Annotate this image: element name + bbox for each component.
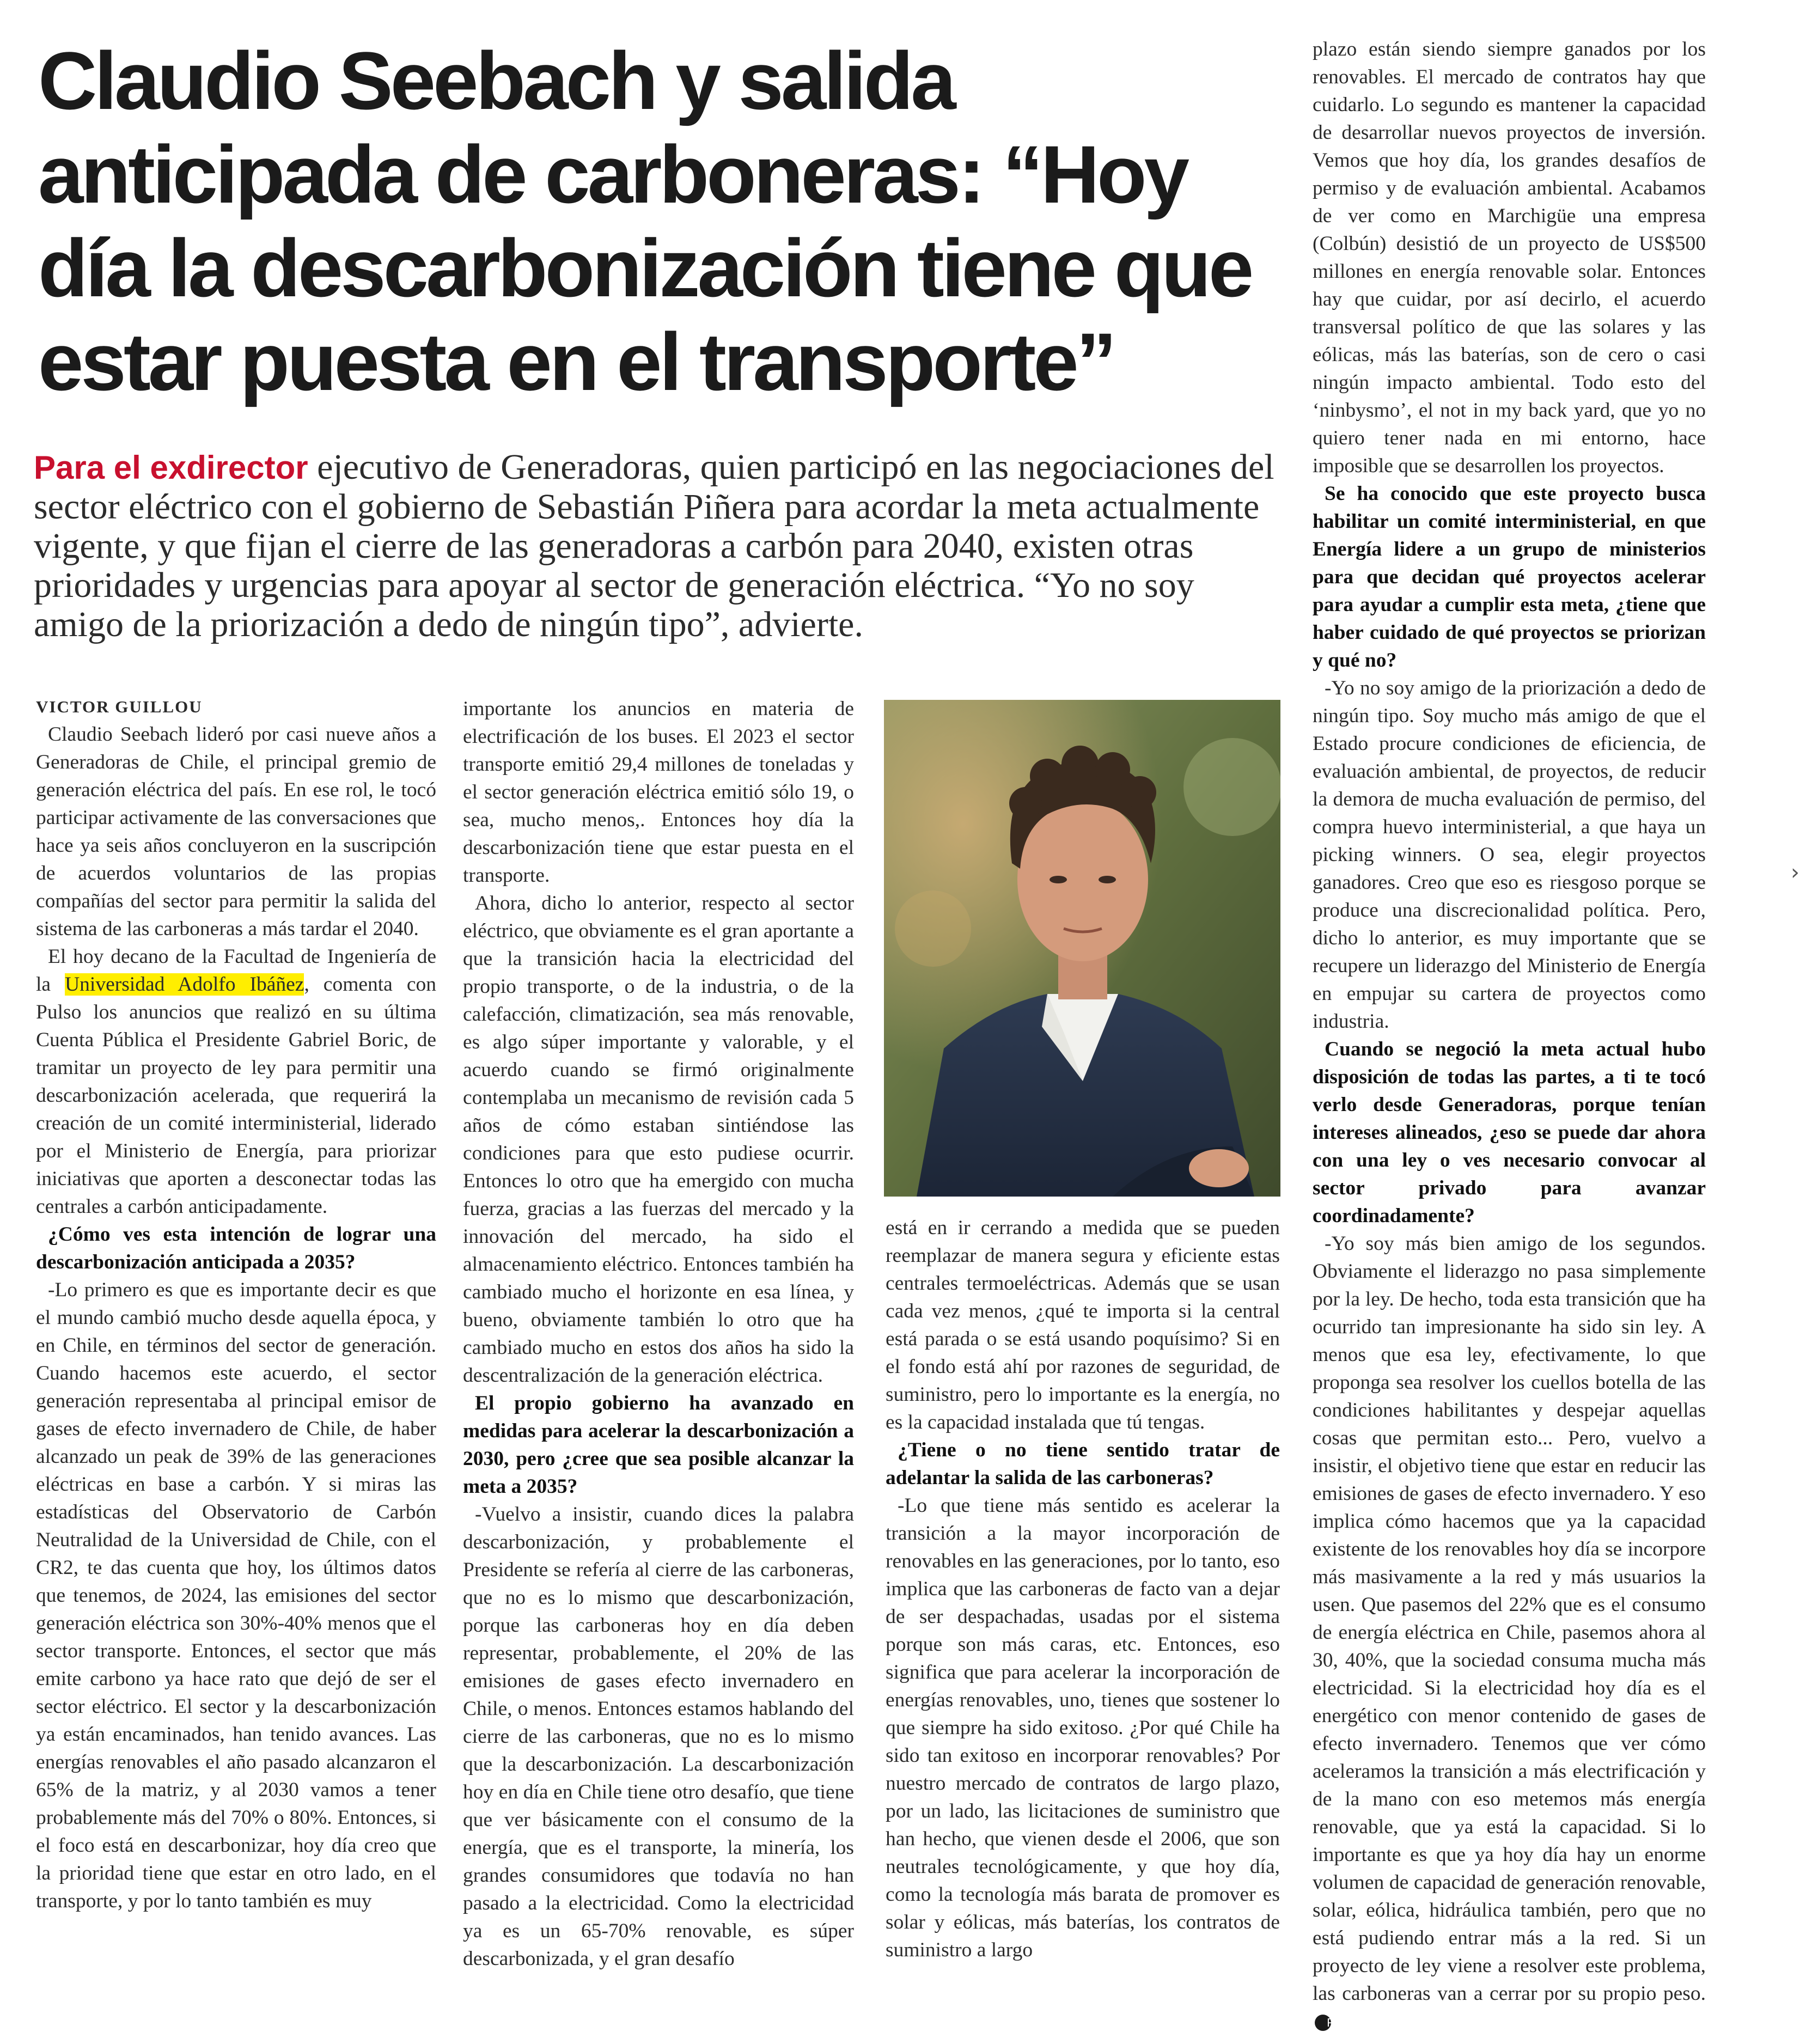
deck-lead: Para el exdirector — [34, 449, 308, 486]
column-1 — [36, 693, 436, 1915]
column-2 — [463, 695, 854, 1973]
portrait-photo — [884, 700, 1280, 1197]
byline: VICTOR GUILLOU — [36, 697, 203, 716]
paragraph: importante los anuncios en materia de electrificación de los buses. El 2023 el sector transporte emitió 29,4 millones de toneladas y el sector generación eléctrica emitió sólo 19, o sea, mucho menos,. Entonces hoy día la descarbonización tiene que estar puesta en el transporte. — [463, 698, 854, 887]
article-deck — [34, 448, 1292, 644]
interview-question: Cuando se negoció la meta actual hubo disposición de todas las partes, a ti te tocó verlo desde Generadoras, porque tenían intereses alineados, ¿eso se puede dar ahora con una ley o ves necesario convocar al sector privado para avanzar coordinadamente? — [1313, 1038, 1706, 1227]
paragraph: Ahora, dicho lo anterior, respecto al sector eléctrico, que obviamente es el gran aportante a que la transición hacia la electricidad del propio transporte, o de la industria, o de la calefacción, climatización, sea más renovable, es algo súper importante y valorable, y el acuerdo cuando se firmó originalmente contemplaba un mecanismo de revisión cada 5 años de cómo estaban sintiéndose las condiciones para que esto pudiese ocurrir. Entonces lo otro que ha emergido con mucha fuerza, gracias a las fuerzas del mercado y la innovación del mercado, ha sido el almacenamiento eléctrico. Entonces también ha cambiado mucho el horizonte en esa línea, y bueno, obviamente también lo otro que ha cambiado mucho en estos dos años ha sido la descentralización de la generación eléctrica. — [463, 892, 854, 1387]
article-headline: Claudio Seebach y salida anticipada de carboneras: “Hoy día la descarbonización tiene que estar puesta en el transporte” — [38, 35, 1252, 407]
paragraph-text: , comenta con Pulso los anuncios que realizó en su última Cuenta Pública el Presidente Gabriel Boric, de tramitar un proyecto de ley para permitir una descarbonización acelerada, que requerirá la creación de un comité interministerial, liderado por el Ministerio de Energía, para priorizar iniciativas que aporten a desconectar todas las centrales a carbón anticipadamente. — [36, 973, 436, 1218]
paragraph-text: El hoy decano de la Facultad de Ingeniería de la — [36, 945, 436, 996]
interview-answer: -Lo que tiene más sentido es acelerar la transición a la mayor incorporación de renovables en las generaciones, por lo tanto, eso implica que las carboneras de facto van a dejar de ser despachadas, usadas por el sistema porque son más caras, etc. Entonces, eso significa que para acelerar la incorporación de energías renovables, uno, tienes que sostener lo que siempre ha sido exitoso. ¿Por qué Chile ha sido tan exitoso en incorporar renovables? Por nuestro mercado de contratos de largo plazo, por un lado, las licitaciones de suministro que han hecho, que vienen desde el 2006, que son neutrales tecnológicamente, y que hoy día, como la tecnología más barata de promover es solar y eólicas, más baterías, los contratos de suministro a largo — [886, 1494, 1280, 1961]
interview-question: ¿Tiene o no tiene sentido tratar de adelantar la salida de las carboneras? — [886, 1439, 1280, 1489]
interview-answer — [1313, 1230, 1706, 2035]
end-of-article-icon: P — [1315, 2015, 1331, 2031]
paragraph: está en ir cerrando a medida que se pueden reemplazar de manera segura y eficiente estas centrales termoeléctricas. Además que se usan cada vez menos, ¿qué te importa si la central está parada o se está usando poquísimo? Si en el fondo está ahí por razones de seguridad, de suministro, pero lo importante es la energía, no es la capacidad instalada que tú tengas. — [886, 1217, 1280, 1433]
interview-question: ¿Cómo ves esta intención de lograr una descarbonización anticipada a 2035? — [36, 1223, 436, 1273]
interview-answer: -Vuelvo a insistir, cuando dices la palabra descarbonización, y probablemente el Presidente se refería al cierre de las carboneras, que no es lo mismo que descarbonización, porque las carboneras hoy en día deben representar, probablemente, el 20% de las emisiones de gases efecto invernadero en Chile, o menos. Entonces estamos hablando del cierre de las carboneras, que no es lo mismo que la descarbonización. La descarbonización hoy en día en Chile tiene otro desafío, que tiene que ver básicamente con el consumo de la energía, que es el transporte, la minería, los grandes consumidores que todavía no han pasado a la electricidad. Como la electricidad ya es un 65-70% renovable, es súper descarbonizada, y el gran desafío — [463, 1503, 854, 1970]
interview-answer: -Lo primero es que es importante decir es que el mundo cambió mucho desde aquella época, y en Chile, en términos del sector de generación. Cuando hacemos este acuerdo, el sector generación representaba al principal emisor de gases de efecto invernadero de Chile, de haber alcanzado un peak de 39% de las generaciones eléctricas en base a carbón. Y si miras las estadísticas del Observatorio de Carbón Neutralidad de la Universidad de Chile, con el CR2, te das cuenta que hoy, los últimos datos que tenemos, de 2024, las emisiones del sector generación eléctrica son 30%-40% menos que el sector transporte. Entonces, el sector que más emite carbono ya hace rato que dejó de ser el sector eléctrico. El sector y la descarbonización ya están encaminados, han tenido avances. Las energías renovables el año pasado alcanzaron el 65% de la matriz, y al 2030 vamos a tener probablemente más del 70% o 80%. Entonces, si el foco está en descarbonizar, hoy día creo que la prioridad tiene que estar en otro lado, en el transporte, y por lo tanto también es muy — [36, 1279, 436, 1912]
interview-question: Se ha conocido que este proyecto busca habilitar un comité interministerial, en que Energía lidere a un grupo de ministerios para que decidan qué proyectos acelerar para ayudar a cumplir esta meta, ¿tiene que haber cuidado de qué proyectos se priorizan y qué no? — [1313, 483, 1706, 672]
next-page-arrow-icon[interactable]: › — [1791, 860, 1799, 885]
paragraph — [36, 943, 436, 1221]
paragraph: plazo están siendo siempre ganados por los renovables. El mercado de contratos hay que cuidarlo. Lo segundo es mantener la capacidad de desarrollar nuevos proyectos de inversión. Vemos que hoy día, los grandes desafíos de permiso y de evaluación ambiental. Acabamos de ver como en Marchigüe una empresa (Colbún) desistió de un proyecto de US$500 millones en energía renovable solar. Entonces hay que cuidar, por así decirlo, el acuerdo transversal político de que las solares y las eólicas, más las baterías, son de cero o casi ningún impacto ambiental. Todo esto del ‘ninbysmo’, el not in my back yard, que yo no quiero tener nada en mi entorno, hace imposible que se desarrollen los proyectos. — [1313, 38, 1706, 477]
column-3 — [886, 1214, 1280, 1964]
deck-text: ejecutivo de Generadoras, quien participó en las negociaciones del sector eléctrico con el gobierno de Sebastián Piñera para acordar la meta actualmente vigente, y que fijan el cierre de las generadoras a carbón para 2040, existen otras prioridades y urgencias para apoyar al sector de generación eléctrica. “Yo no soy amigo de la priorización a dedo de ningún tipo”, advierte. — [34, 447, 1274, 644]
paragraph: Claudio Seebach lideró por casi nueve años a Generadoras de Chile, el principal gremio de generación eléctrica del país. En ese rol, le tocó participar activamente de las conversaciones que hace ya seis años concluyeron en la suscripción de acuerdos voluntarios de las propias compañías del sector para permitir la salida del sistema de las carboneras a más tardar el 2040. — [36, 723, 436, 940]
answer-text: -Yo soy más bien amigo de los segundos. Obviamente el liderazgo no pasa simplemente por la ley. De hecho, toda esta transición que ha ocurrido tan impresionante ha sido sin ley. A menos que esa ley, efectivamente, lo que proponga sea resolver los cuellos botella de las condiciones habilitantes y despejar aquellas cosas que permitan esto... Pero, vuelvo a insistir, el objetivo tiene que estar en reducir las emisiones de gases de efecto invernadero. Y eso implica cómo hacemos que ya la capacidad existente de los renovables hoy día se incorpore más masivamente a la red y más usuarios la usen. Que pasemos del 22% que es el consumo de energía eléctrica en Chile, pasemos ahora al 30, 40%, que la sociedad consuma mucha más electricidad. Si la electricidad hoy día es el energético con menor contenido de gases de efecto invernadero. Tenemos que ver cómo aceleramos la transición a más electrificación y de la mano con eso metemos más energía renovable, que ya está la capacidad. Si lo importante es que ya hoy día hay un enorme volumen de capacidad de generación renovable, solar, eólica, hidráulica también, pero que no está pudiendo entrar más a la red. Si un proyecto de ley viene a resolver este problema, las carboneras van a cerrar por su propio peso. — [1313, 1232, 1706, 2005]
interview-answer: -Yo no soy amigo de la priorización a dedo de ningún tipo. Soy mucho más amigo de que el Estado procure condiciones de eficiencia, de evaluación ambiental, de proyectos, de reducir la demora de mucha evaluación de permiso, del compra huevo interministerial, a que haya un picking winners. O sea, elegir proyectos ganadores. Creo que eso es riesgoso porque se produce una discrecionalidad política. Pero, dicho lo anterior, es muy importante que se recupere un liderazgo del Ministerio de Energía en empujar su cartera de proyectos como industria. — [1313, 677, 1706, 1033]
interview-question: El propio gobierno ha avanzado en medidas para acelerar la descarbonización a 2030, pero ¿cree que sea posible alcanzar la meta a 2035? — [463, 1392, 854, 1498]
column-4 — [1313, 35, 1706, 2035]
highlighted-link-universidad[interactable]: Universidad Adolfo Ibáñez — [65, 973, 304, 996]
